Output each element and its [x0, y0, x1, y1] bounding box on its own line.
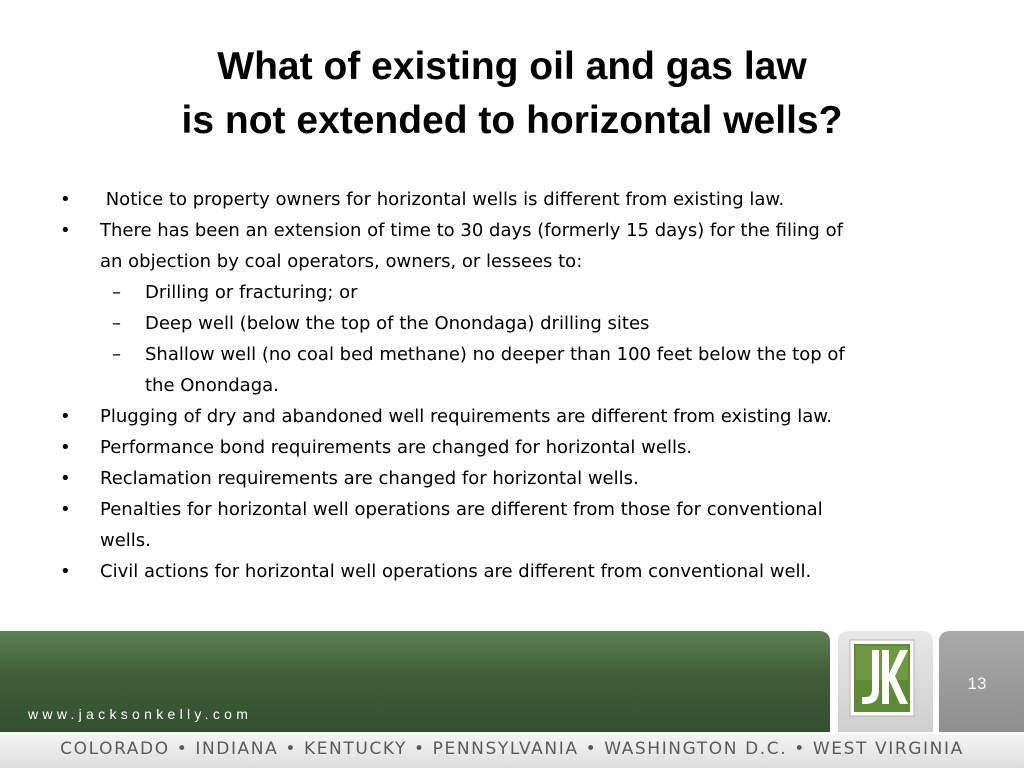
sub-bullet-text: the Onondaga. [145, 375, 279, 396]
bullet-item [58, 463, 968, 494]
sub-bullet-item [58, 339, 968, 370]
bullet-text: There has been an extension of time to 30 days (formerly 15 days) for the filing of [100, 220, 843, 241]
jackson-kelly-logo-icon [848, 638, 918, 720]
sub-bullet-item [58, 308, 968, 339]
bullet-text: Performance bond requirements are changed for horizontal wells. [100, 437, 693, 458]
dash-marker: – [112, 344, 121, 365]
bullet-item [58, 215, 968, 246]
bullet-marker: • [60, 468, 71, 489]
bullet-text: Civil actions for horizontal well operations are different from conventional well. [100, 561, 812, 582]
bullet-marker: • [60, 437, 71, 458]
bullet-text: wells. [100, 530, 151, 551]
website-link[interactable]: www.jacksonkelly.com [28, 706, 253, 722]
title-line-1: What of existing oil and gas law [217, 45, 807, 88]
bullet-text: Reclamation requirements are changed for horizontal wells. [100, 468, 639, 489]
bullet-marker: • [60, 189, 71, 210]
bullet-continuation [58, 246, 968, 277]
office-locations: COLORADO • INDIANA • KENTUCKY • PENNSYLVANIA • WASHINGTON D.C. • WEST VIRGINIA [60, 739, 964, 759]
bullet-item [58, 432, 968, 463]
bullet-continuation [58, 525, 968, 556]
bullet-marker: • [60, 499, 71, 520]
sub-bullet-text: Deep well (below the top of the Onondaga) drilling sites [145, 313, 650, 334]
page-number: 13 [967, 674, 987, 693]
sub-bullet-continuation [58, 370, 968, 401]
bullet-item [58, 401, 968, 432]
sub-bullet-text: Drilling or fracturing; or [145, 282, 358, 303]
sub-bullet-item [58, 277, 968, 308]
bullet-text: Plugging of dry and abandoned well requirements are different from existing law. [100, 406, 833, 427]
bullet-item [58, 494, 968, 525]
bullet-text: Penalties for horizontal well operations are different from those for conventional [100, 499, 823, 520]
bullet-text: Notice to property owners for horizontal wells is different from existing law. [100, 189, 785, 210]
bullet-marker: • [60, 561, 71, 582]
sub-bullet-text: Shallow well (no coal bed methane) no deeper than 100 feet below the top of [145, 344, 845, 365]
bullet-item [58, 556, 968, 587]
bullet-list [58, 184, 968, 587]
bullet-text: an objection by coal operators, owners, or lessees to: [100, 251, 583, 272]
bullet-marker: • [60, 220, 71, 241]
bullet-item [58, 184, 968, 215]
dash-marker: – [112, 313, 121, 334]
title-line-2: is not extended to horizontal wells? [181, 99, 843, 142]
bullet-marker: • [60, 406, 71, 427]
slide-title [0, 40, 1024, 148]
dash-marker: – [112, 282, 121, 303]
